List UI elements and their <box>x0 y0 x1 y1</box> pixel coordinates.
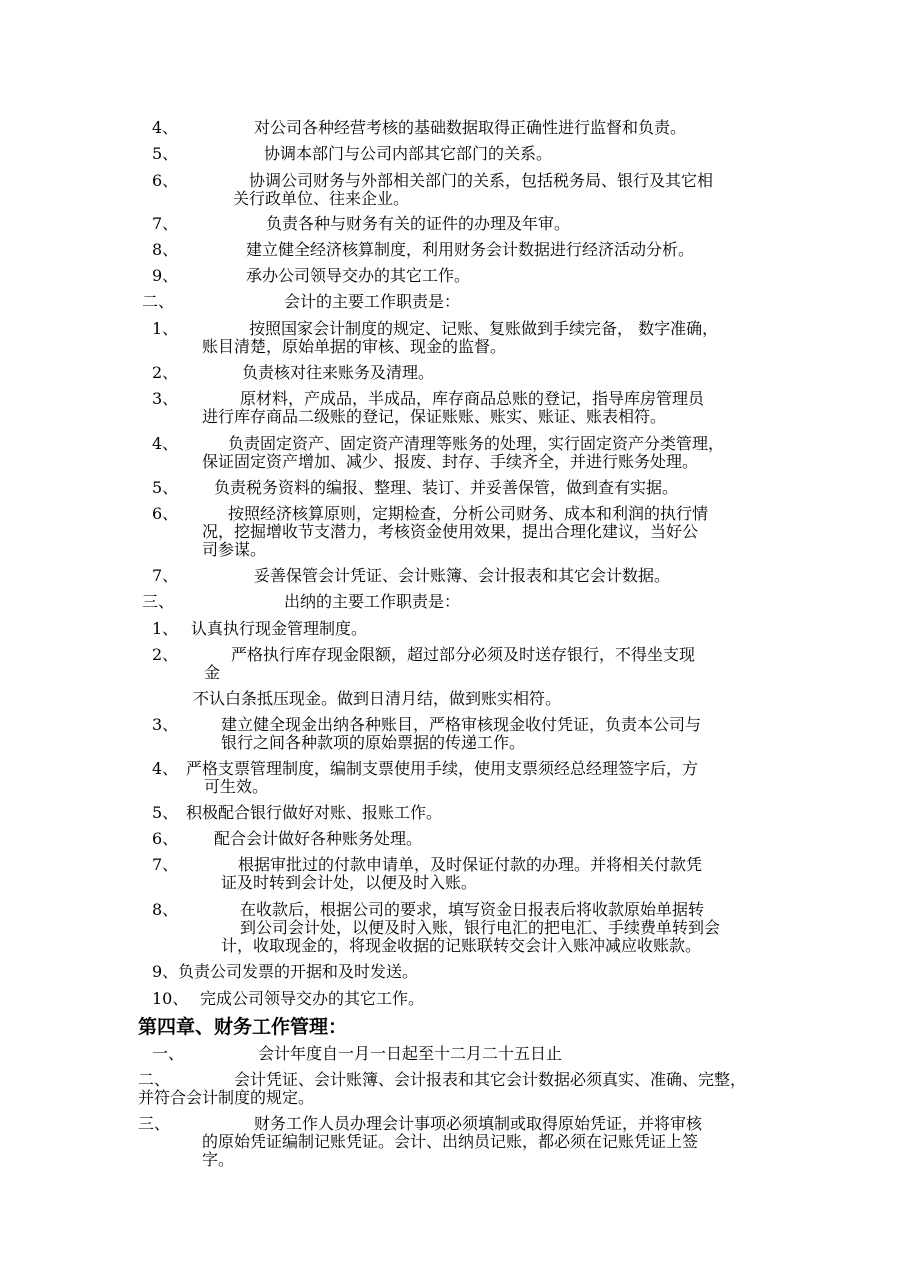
item-text-continued: 并符合会计制度的规定。 <box>138 1088 315 1107</box>
item-number: 1、 <box>152 619 179 638</box>
item-number: 5、 <box>152 144 179 163</box>
item-text-continued: 关行政单位、往来企业。 <box>233 189 410 208</box>
item-text-continued: 证及时转到会计处，以便及时入账。 <box>221 873 478 892</box>
item-text-continued: 不认白条抵压现金。做到日清月结，做到账实相符。 <box>193 689 562 708</box>
item-text: 负责核对往来账务及清理。 <box>242 363 435 382</box>
item-number: 8、 <box>152 240 179 259</box>
item-text-continued: 的原始凭证编制记账凭证。会计、出纳员记账，都必须在记账凭证上签 <box>202 1132 699 1151</box>
item-text: 负责各种与财务有关的证件的办理及年审。 <box>266 214 571 233</box>
item-number: 4、 <box>152 118 179 137</box>
item-text: 对公司各种经营考核的基础数据取得正确性进行监督和负责。 <box>254 118 687 137</box>
item-number: 8、 <box>152 900 179 919</box>
item-text-continued: 字。 <box>202 1150 235 1169</box>
item-text: 根据审批过的付款申请单，及时保证付款的办理。并将相关付款凭 <box>238 855 703 874</box>
item-text: 妥善保管会计凭证、会计账簿、会计报表和其它会计数据。 <box>254 566 671 585</box>
item-text: 严格执行库存现金限额，超过部分必须及时送存银行，不得坐支现 <box>231 645 696 664</box>
item-text: 承办公司领导交办的其它工作。 <box>246 266 471 285</box>
item-text-continued: 况，挖掘增收节支潜力，考核资金使用效果，提出合理化建议，当好公 <box>202 522 699 541</box>
item-text-continued: 保证固定资产增加、减少、报废、封存、手续齐全，并进行账务处理。 <box>202 452 699 471</box>
item-number: 三、 <box>138 1114 171 1133</box>
item-text: 严格支票管理制度，编制支票使用手续，使用支票须经总经理签字后，方 <box>186 759 699 778</box>
item-text: 负责税务资料的编报、整理、装订、并妥善保管，做到查有实据。 <box>214 478 679 497</box>
item-text: 会计年度自一月一日起至十二月二十五日止 <box>258 1044 563 1063</box>
item-number: 3、 <box>152 715 179 734</box>
section-number: 三、 <box>142 592 175 611</box>
item-number: 7、 <box>152 566 179 585</box>
item-number: 4、 <box>152 759 179 778</box>
item-text: 建立健全现金出纳各种账目，严格审核现金收付凭证，负责本公司与 <box>221 715 702 734</box>
section-title: 出纳的主要工作职责是： <box>284 592 461 611</box>
item-number: 二、 <box>138 1070 171 1089</box>
item-text-continued: 计，收取现金的，将现金收据的记账联转交会计入账冲减应收账款。 <box>221 936 702 955</box>
chapter-heading: 第四章、财务工作管理： <box>138 1016 348 1038</box>
item-number: 1、 <box>152 319 179 338</box>
item-text: 按照经济核算原则，定期检查，分析公司财务、成本和利润的执行情 <box>228 504 709 523</box>
item-number: 3、 <box>152 389 179 408</box>
item-text-continued: 银行之间各种款项的原始票据的传递工作。 <box>221 733 526 752</box>
item-number: 7、 <box>152 855 179 874</box>
item-text: 认真执行现金管理制度。 <box>191 619 368 638</box>
item-text: 会计凭证、会计账簿、会计报表和其它会计数据必须真实、准确、完整， <box>234 1070 747 1089</box>
item-text: 配合会计做好各种账务处理。 <box>214 829 423 848</box>
item-text-continued: 司参谋。 <box>202 540 267 559</box>
item-text: 完成公司领导交办的其它工作。 <box>200 989 425 1008</box>
item-text-continued: 账目清楚，原始单据的审核、现金的监督。 <box>202 337 507 356</box>
item-number: 9、 <box>152 962 179 981</box>
item-number: 6、 <box>152 504 179 523</box>
item-text-continued: 到公司会计处，以便及时入账，银行电汇的把电汇、手续费单转到会 <box>240 918 721 937</box>
item-number: 5、 <box>152 803 179 822</box>
item-text: 原材料，产成品，半成品，库存商品总账的登记，指导库房管理员 <box>240 389 705 408</box>
item-text: 负责公司发票的开据和及时发送。 <box>178 962 419 981</box>
item-text-continued: 进行库存商品二级账的登记，保证账账、账实、账证、账表相符。 <box>202 407 667 426</box>
section-number: 二、 <box>142 292 175 311</box>
item-number: 2、 <box>152 363 179 382</box>
item-text: 积极配合银行做好对账、报账工作。 <box>186 803 443 822</box>
item-number: 4、 <box>152 434 179 453</box>
item-number: 2、 <box>152 645 179 664</box>
item-text: 协调公司财务与外部相关部门的关系，包括税务局、银行及其它相 <box>249 171 714 190</box>
item-number: 一、 <box>152 1044 185 1063</box>
item-text: 协调本部门与公司内部其它部门的关系。 <box>264 144 553 163</box>
item-number: 5、 <box>152 478 179 497</box>
item-number: 6、 <box>152 171 179 190</box>
section-title: 会计的主要工作职责是： <box>284 292 461 311</box>
item-number: 9、 <box>152 266 179 285</box>
item-text: 财务工作人员办理会计事项必须填制或取得原始凭证，并将审核 <box>254 1114 703 1133</box>
item-number: 7、 <box>152 214 179 233</box>
item-text-continued: 可生效。 <box>204 777 269 796</box>
item-text: 按照国家会计制度的规定、记账、复账做到手续完备， 数字准确， <box>249 319 719 338</box>
item-text: 负责固定资产、固定资产清理等账务的处理，实行固定资产分类管理， <box>228 434 725 453</box>
item-text: 建立健全经济核算制度，利用财务会计数据进行经济活动分析。 <box>246 240 695 259</box>
item-number: 10、 <box>152 989 189 1008</box>
item-text: 在收款后，根据公司的要求，填写资金日报表后将收款原始单据转 <box>240 900 705 919</box>
item-text-continued: 金 <box>204 663 221 682</box>
item-number: 6、 <box>152 829 179 848</box>
